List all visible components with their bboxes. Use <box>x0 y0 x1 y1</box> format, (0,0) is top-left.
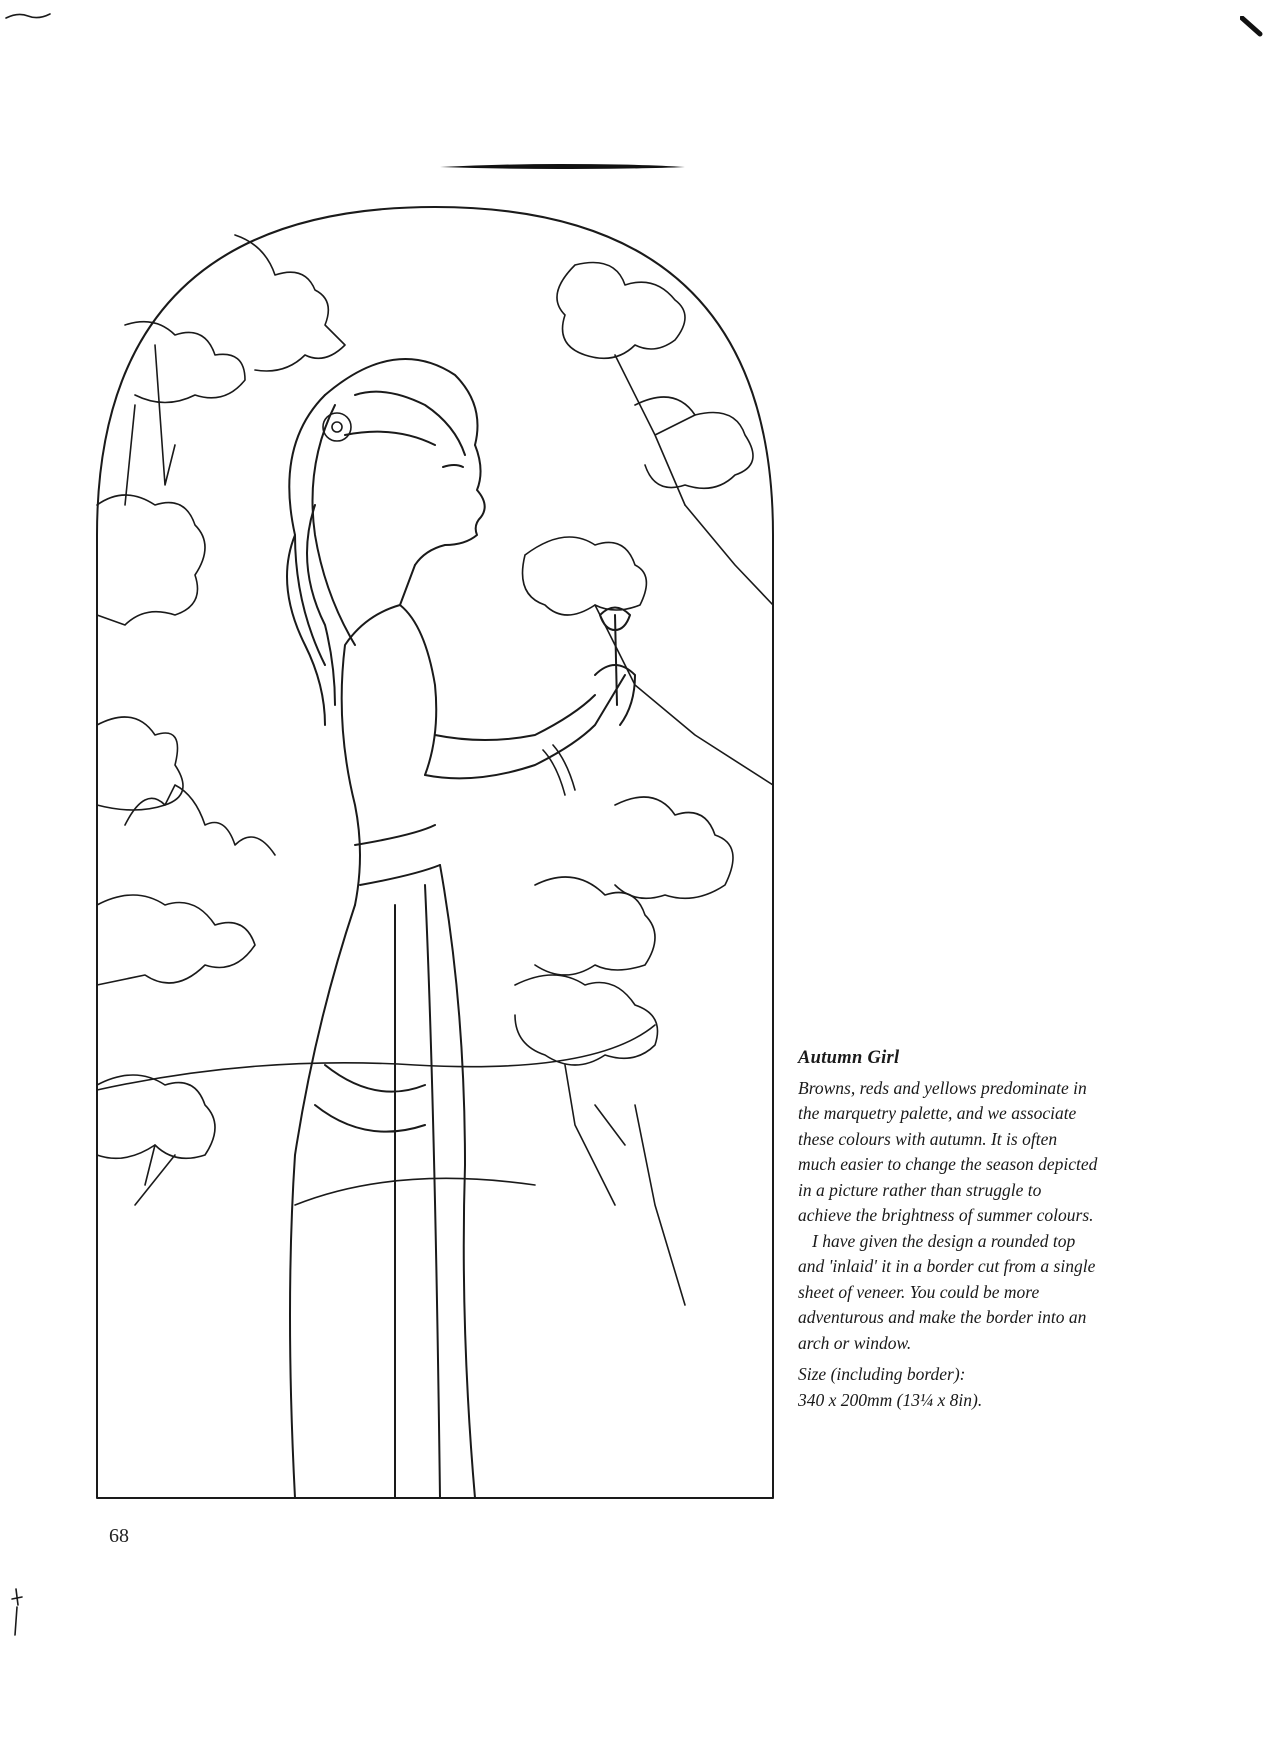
decorative-top-bar <box>440 162 685 170</box>
right-trees <box>515 263 773 1306</box>
left-trees <box>97 235 345 1205</box>
size-block <box>798 1362 1098 1413</box>
autumn-girl-illustration <box>95 205 775 1500</box>
scan-mark-bottom-left <box>6 1585 26 1645</box>
caption-title: Autumn Girl <box>798 1048 900 1068</box>
arch-frame <box>97 207 773 1498</box>
page-number: 68 <box>109 1525 129 1547</box>
caption-paragraph-1: Browns, reds and yellows predominate in the marquetry palette, and we associate these colours with autumn. It is often much easier to change the season depicted in a picture rather than struggle to achieve the brightness of summer colours. <box>798 1077 1098 1225</box>
caption-block <box>798 1046 1098 1413</box>
scan-mark-top-right <box>1240 16 1266 42</box>
caption-paragraph-2: I have given the design a rounded top and 'inlaid' it in a border cut from a single sheet of veneer. You could be more adventurous and make the border into an arch or window. <box>798 1230 1096 1353</box>
scan-mark-top-left <box>4 8 54 26</box>
size-label: Size (including border): <box>798 1364 966 1384</box>
size-value: 340 x 200mm (13¼ x 8in). <box>798 1389 983 1410</box>
girl-figure <box>287 359 635 1498</box>
